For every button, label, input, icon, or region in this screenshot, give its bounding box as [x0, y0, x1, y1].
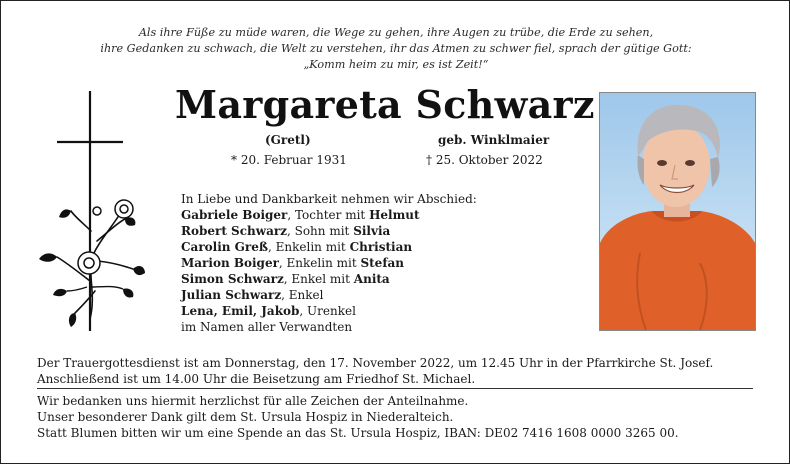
poem-line: „Komm heim zu mir, es ist Zeit!“ [303, 58, 489, 71]
mourner-partner: Helmut [369, 208, 420, 222]
thanks-line: Wir bedanken uns hiermit herzlichst für alle Zeichen der Anteilnahme. [37, 394, 469, 408]
death-date: † 25. Oktober 2022 [426, 153, 543, 167]
poem-line: ihre Gedanken zu schwach, die Welt zu verstehen, ihr das Atmen zu schwer fiel, sprach der gütige Gott: [100, 42, 692, 55]
thanks-line: Unser besonderer Dank gilt dem St. Ursula Hospiz in Niederalteich. [37, 410, 454, 424]
mourner-relation: , Tochter mit [287, 208, 370, 222]
mourner-relation: , Enkelin mit [278, 256, 361, 270]
mourner-partner: Silvia [353, 224, 391, 238]
poem [1, 25, 790, 73]
list-item [181, 239, 477, 255]
list-item [181, 287, 477, 303]
mourners-list [181, 191, 477, 335]
list-item [181, 303, 477, 319]
list-item [181, 255, 477, 271]
birth-date: * 20. Februar 1931 [231, 153, 347, 167]
mourner-relation: , Urenkel [299, 304, 356, 318]
mourner-name: Julian Schwarz [181, 288, 282, 302]
mourner-relation: , Enkel [281, 288, 324, 302]
mourner-name: Simon Schwarz [181, 272, 284, 286]
list-item [181, 271, 477, 287]
mourner-partner: Christian [349, 240, 413, 254]
mourner-relation: , Enkelin mit [268, 240, 350, 254]
mourner-name: Carolin Greß [181, 240, 268, 254]
mourner-name: Marion Boiger [181, 256, 279, 270]
mourner-name: Lena, Emil, Jakob [181, 304, 300, 318]
thanks-section [37, 393, 679, 441]
deceased-name: Margareta Schwarz [175, 82, 595, 127]
closing-line: im Namen aller Verwandten [181, 320, 353, 334]
mourner-name: Gabriele Boiger [181, 208, 288, 222]
portrait-photo [599, 92, 756, 331]
divider [37, 388, 753, 389]
mourner-partner: Stefan [360, 256, 404, 270]
mourner-relation: , Sohn mit [286, 224, 354, 238]
cross-with-roses-icon [37, 91, 147, 331]
list-item [181, 207, 477, 223]
portrait-illustration [600, 93, 755, 330]
donation-line: Statt Blumen bitten wir um eine Spende an das St. Ursula Hospiz, IBAN: DE02 7416 1608 0000 3265 00. [37, 426, 679, 440]
maiden-name: geb. Winklmaier [438, 133, 550, 147]
service-line: Der Trauergottesdienst ist am Donnerstag, den 17. November 2022, um 12.45 Uhr in der Pfarrkirche St. Josef. [37, 356, 714, 370]
mourners-intro: In Liebe und Dankbarkeit nehmen wir Abschied: [181, 192, 477, 206]
mourner-partner: Anita [353, 272, 390, 286]
service-info [37, 355, 713, 387]
list-item [181, 223, 477, 239]
poem-line: Als ihre Füße zu müde waren, die Wege zu gehen, ihre Augen zu trübe, die Erde zu sehen, [138, 26, 654, 39]
nickname: (Gretl) [265, 133, 311, 147]
mourner-relation: , Enkel mit [283, 272, 354, 286]
service-line: Anschließend ist um 14.00 Uhr die Beisetzung am Friedhof St. Michael. [37, 372, 476, 386]
mourner-name: Robert Schwarz [181, 224, 287, 238]
